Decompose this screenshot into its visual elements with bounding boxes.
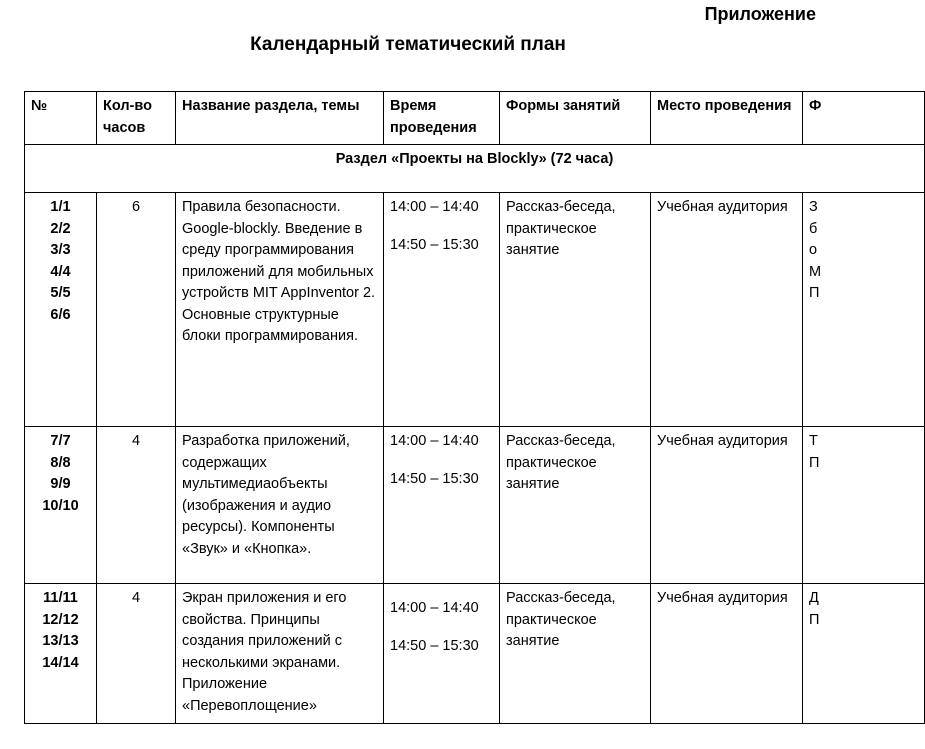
document-title: Календарный тематический план bbox=[250, 34, 566, 55]
row-times bbox=[384, 193, 500, 427]
time-slot: 14:00 – 14:40 bbox=[390, 199, 479, 215]
extra-text: о bbox=[809, 242, 818, 258]
extra-text: П bbox=[809, 285, 820, 301]
time-slot: 14:50 – 15:30 bbox=[390, 637, 479, 654]
row-place: Учебная аудитория bbox=[651, 193, 803, 427]
row-number: 11/11 bbox=[43, 590, 78, 606]
row-number: 12/12 bbox=[42, 611, 79, 628]
row-number: 3/3 bbox=[50, 242, 71, 258]
header-hours: Кол-во часов bbox=[97, 92, 176, 145]
extra-text: Д bbox=[809, 590, 819, 606]
row-times bbox=[384, 427, 500, 584]
row-extra bbox=[803, 584, 925, 724]
row-number: 1/1 bbox=[50, 199, 71, 215]
extra-text: М bbox=[809, 263, 822, 280]
section-row bbox=[25, 145, 925, 193]
row-number: 6/6 bbox=[50, 306, 71, 323]
table-row bbox=[25, 584, 925, 724]
time-slot: 14:00 – 14:40 bbox=[390, 600, 479, 616]
row-topic: Разработка приложений, содержащих мультимедиаобъекты (изображения и аудио ресурсы). Компоненты «Звук» и «Кнопка». bbox=[176, 427, 384, 584]
thematic-plan-table bbox=[24, 91, 925, 724]
row-number: 7/7 bbox=[50, 433, 71, 449]
extra-text: П bbox=[809, 454, 820, 471]
row-number: 2/2 bbox=[50, 220, 71, 237]
header-row bbox=[25, 92, 925, 145]
extra-text: б bbox=[809, 220, 818, 237]
row-form: Рассказ-беседа, практическое занятие bbox=[500, 584, 651, 724]
appendix-label: Приложение bbox=[704, 4, 816, 24]
row-number: 14/14 bbox=[42, 654, 79, 671]
row-number: 4/4 bbox=[50, 263, 71, 280]
header-num: № bbox=[25, 92, 97, 145]
row-form: Рассказ-беседа, практическое занятие bbox=[500, 193, 651, 427]
row-number: 13/13 bbox=[42, 633, 79, 649]
row-hours: 4 bbox=[97, 584, 176, 724]
table-row bbox=[25, 427, 925, 584]
extra-text: П bbox=[809, 611, 820, 628]
time-slot: 14:00 – 14:40 bbox=[390, 433, 479, 449]
header-topic: Название раздела, темы bbox=[176, 92, 384, 145]
row-extra bbox=[803, 193, 925, 427]
row-extra bbox=[803, 427, 925, 584]
header-place: Место проведения bbox=[651, 92, 803, 145]
header-extra: Ф bbox=[803, 92, 925, 145]
row-place: Учебная аудитория bbox=[651, 584, 803, 724]
row-topic: Экран приложения и его свойства. Принципы создания приложений с несколькими экранами. Приложение «Перевоплощение» bbox=[176, 584, 384, 724]
row-number: 10/10 bbox=[42, 497, 79, 514]
row-numbers bbox=[25, 584, 97, 724]
row-numbers bbox=[25, 193, 97, 427]
extra-text: Т bbox=[809, 433, 818, 449]
header-time: Время проведения bbox=[384, 92, 500, 145]
row-number: 9/9 bbox=[50, 476, 71, 492]
row-hours: 4 bbox=[97, 427, 176, 584]
row-place: Учебная аудитория bbox=[651, 427, 803, 584]
header-form: Формы занятий bbox=[500, 92, 651, 145]
row-times bbox=[384, 584, 500, 724]
row-number: 5/5 bbox=[50, 285, 71, 301]
extra-text: З bbox=[809, 199, 818, 215]
section-title: Раздел «Проекты на Blockly» (72 часа) bbox=[25, 145, 925, 193]
row-numbers bbox=[25, 427, 97, 584]
row-number: 8/8 bbox=[50, 454, 71, 471]
time-slot: 14:50 – 15:30 bbox=[390, 470, 479, 487]
row-topic: Правила безопасности. Google-blockly. Введение в среду программирования приложений для мобильных устройств MIT AppInventor 2. Основные структурные блоки программирования. bbox=[176, 193, 384, 427]
table-row bbox=[25, 193, 925, 427]
row-form: Рассказ-беседа, практическое занятие bbox=[500, 427, 651, 584]
time-slot: 14:50 – 15:30 bbox=[390, 236, 479, 253]
row-hours: 6 bbox=[97, 193, 176, 427]
